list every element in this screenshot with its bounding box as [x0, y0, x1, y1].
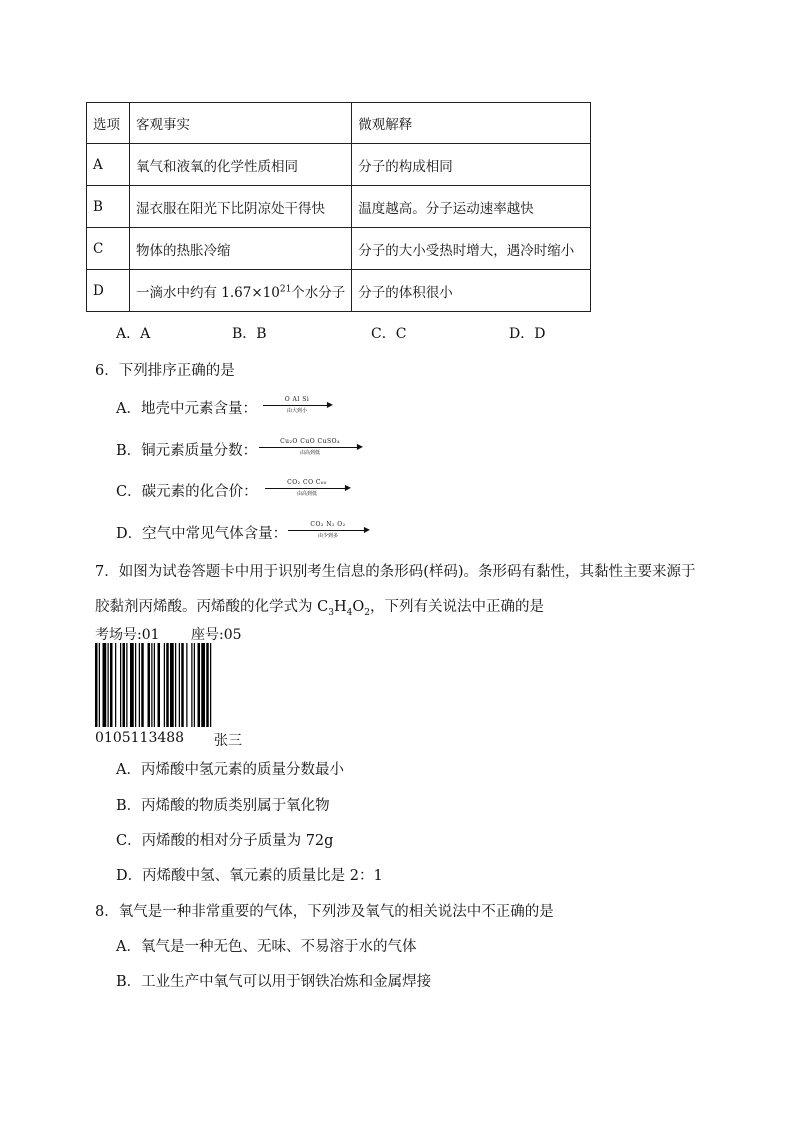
table-header: 选项 — [87, 103, 130, 144]
arrow-bottom-text: 由少到多 — [317, 533, 338, 539]
barcode-bar — [99, 643, 100, 727]
barcode-bar — [151, 643, 152, 727]
q6-choice-b[interactable]: B．铜元素质量分数： — [116, 443, 258, 459]
stem-text: ，下列有关说法中正确的是 — [369, 599, 544, 615]
arrow-bottom-text: 由大到小 — [286, 408, 307, 414]
arrow-head-icon: ▶ — [356, 442, 363, 451]
barcode-bar — [191, 643, 192, 727]
table-cell: D — [87, 270, 130, 312]
order-arrow — [259, 438, 363, 457]
table-header: 微观解释 — [352, 103, 591, 144]
barcode-bar — [166, 643, 169, 727]
barcode-bar — [123, 643, 126, 727]
barcode-bar — [206, 643, 209, 727]
subscript: 4 — [346, 607, 353, 618]
arrow-head-icon: ▶ — [326, 400, 333, 409]
question-7-stem-line2 — [95, 595, 544, 618]
barcode-bar — [194, 643, 195, 727]
barcode-bar — [141, 643, 144, 727]
barcode-bar — [181, 643, 184, 727]
arrow-head-icon: ▶ — [344, 483, 351, 492]
barcode-image — [95, 643, 247, 727]
arrow-top-text: Cu₂O CuO CuSO₄ — [280, 438, 340, 445]
table-cell: 物体的热胀冷缩 — [130, 228, 352, 270]
table-cell — [130, 270, 352, 312]
barcode-bar — [186, 643, 187, 727]
q6-choice-a[interactable]: A．地壳中元素含量： — [116, 401, 257, 417]
arrow-top-text: CO₂ CO C₆₀ — [287, 479, 327, 486]
barcode-bar — [135, 643, 136, 727]
arrow-top-text: O Al Si — [284, 396, 310, 403]
exponent: 21 — [279, 284, 292, 294]
barcode-name: 张三 — [214, 733, 242, 749]
barcode-number: 0105113488 — [95, 730, 185, 746]
order-arrow — [288, 521, 370, 540]
table-cell: 分子的大小受热时增大，遇冷时缩小 — [352, 228, 591, 270]
table-row — [87, 228, 591, 270]
barcode-bar — [115, 643, 116, 727]
table-cell: 温度越高。分子运动速率越快 — [352, 186, 591, 228]
answer-choice-a[interactable]: A．A — [116, 326, 151, 342]
q6-choice-c[interactable]: C．碳元素的化合价： — [116, 484, 258, 500]
answer-choice-d[interactable]: D．D — [509, 326, 546, 342]
barcode-bar — [158, 643, 161, 727]
barcode-bar — [130, 643, 134, 727]
arrow-bottom-text: 由高到低 — [296, 491, 317, 497]
barcode-bar — [95, 643, 98, 727]
table-cell: 氧气和液氧的化学性质相同 — [130, 144, 352, 186]
barcode-bar — [139, 643, 140, 727]
question-8-stem: 8．氧气是一种非常重要的气体，下列涉及氧气的相关说法中不正确的是 — [95, 904, 554, 920]
arrow-line — [263, 405, 331, 406]
options-table — [86, 102, 591, 312]
q8-choice-a[interactable]: A．氧气是一种无色、无味、不易溶于水的气体 — [116, 939, 417, 955]
formula-part: O — [352, 599, 365, 615]
question-7-stem-line1: 7．如图为试卷答题卡中用于识别考生信息的条形码(样码)。条形码有黏性，其黏性主要来源于 — [95, 564, 696, 580]
barcode-bar — [198, 643, 201, 727]
barcode-bar — [110, 643, 113, 727]
fact-suffix: 个水分子 — [291, 284, 346, 301]
q6-choice-d[interactable]: D．空气中常见气体含量： — [116, 526, 288, 542]
table-cell: 分子的构成相同 — [352, 144, 591, 186]
subscript: 2 — [364, 607, 370, 618]
arrow-bottom-text: 由高到低 — [299, 450, 320, 456]
order-arrow — [263, 396, 333, 415]
arrow-top-text: CO₂ N₂ O₂ — [310, 521, 346, 528]
q7-choice-c[interactable]: C．丙烯酸的相对分子质量为 72g — [116, 833, 334, 849]
barcode-bar — [201, 643, 205, 727]
barcode-exam-room: 考场号:01 — [95, 627, 160, 643]
barcode-bar — [175, 643, 176, 727]
table-row — [87, 270, 591, 312]
arrow-line — [265, 488, 349, 489]
barcode-bar — [126, 643, 127, 727]
q7-choice-b[interactable]: B．丙烯酸的物质类别属于氧化物 — [116, 798, 330, 814]
arrow-line — [259, 447, 361, 448]
table-cell: A — [87, 144, 130, 186]
barcode-seat: 座号:05 — [191, 627, 242, 643]
barcode-bar — [120, 643, 121, 727]
q7-choice-d[interactable]: D．丙烯酸中氢、氧元素的质量比是 2：1 — [116, 868, 383, 884]
table-cell: 湿衣服在阳光下比阴凉处干得快 — [130, 186, 352, 228]
table-cell: 分子的体积很小 — [352, 270, 591, 312]
answer-choice-c[interactable]: C．C — [371, 326, 407, 342]
arrow-line — [288, 530, 368, 531]
table-row — [87, 186, 591, 228]
barcode-bar — [164, 643, 165, 727]
barcode-bar — [170, 643, 174, 727]
arrow-head-icon: ▶ — [363, 525, 370, 534]
barcode-bar — [148, 643, 151, 727]
subscript: 3 — [328, 607, 334, 618]
order-arrow — [265, 479, 351, 498]
formula-part: H — [333, 599, 347, 615]
stem-text: 胶黏剂丙烯酸。丙烯酸的化学式为 C — [95, 599, 329, 615]
table-cell: C — [87, 228, 130, 270]
barcode-bar — [179, 643, 180, 727]
table-header: 客观事实 — [130, 103, 352, 144]
barcode-bar — [108, 643, 109, 727]
table-row — [87, 144, 591, 186]
question-6-stem: 6．下列排序正确的是 — [95, 363, 235, 379]
table-cell: B — [87, 186, 130, 228]
barcode-bar — [103, 643, 107, 727]
barcode-bar — [154, 643, 155, 727]
barcode-bar — [210, 643, 211, 727]
q7-choice-a[interactable]: A．丙烯酸中氢元素的质量分数最小 — [116, 762, 344, 778]
table-header-row — [87, 103, 591, 144]
q8-choice-b[interactable]: B．工业生产中氧气可以用于钢铁冶炼和金属焊接 — [116, 974, 432, 990]
fact-prefix: 一滴水中约有 1.67×10 — [136, 284, 280, 301]
answer-choice-b[interactable]: B．B — [232, 326, 267, 342]
